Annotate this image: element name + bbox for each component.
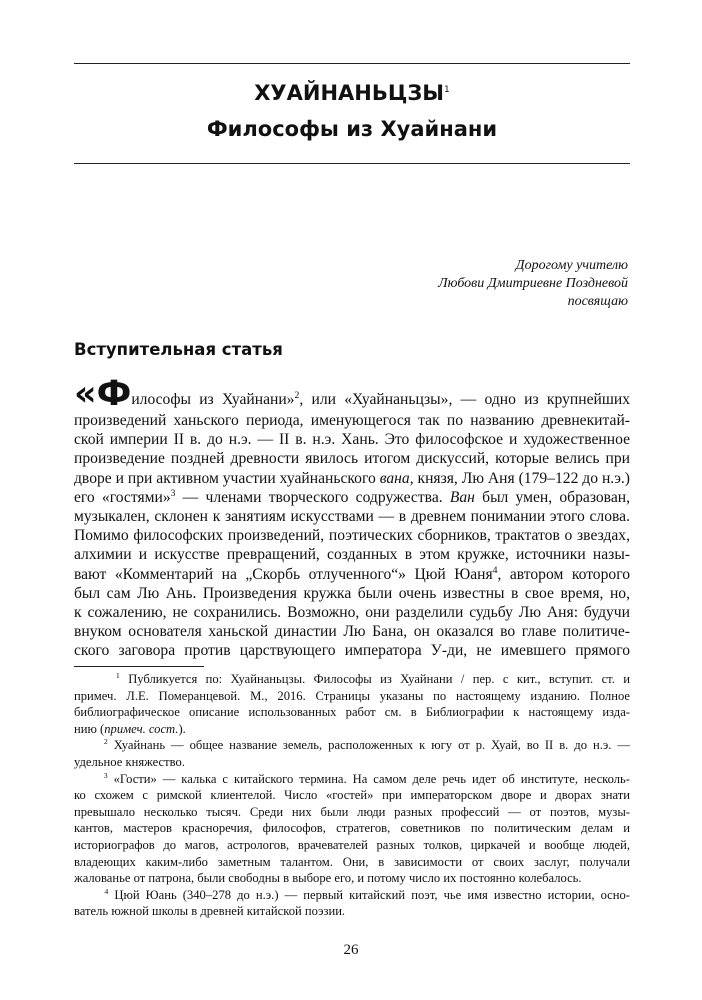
- chapter-title: [74, 80, 630, 106]
- footnote-3-line: жалованье от патрона, были свободны в выборе его, и потому число их постоянно колебалось.: [74, 871, 582, 886]
- footnote-number: 3: [103, 770, 108, 780]
- footnote-ref-2[interactable]: 2: [294, 389, 300, 401]
- footnote-1-line: нию (примеч. сост.).: [74, 721, 186, 736]
- body-line: его «гостями»$^3$ — членами творческого содружества. Ван был умен, образован,: [74, 487, 631, 506]
- footnote-1-line: $^1$ Публикуется по: Хуайнаньцзы. Философы из Хуайнани / пер. с кит., вступит. ст. и: [115, 670, 630, 686]
- page-number: 26: [343, 942, 359, 958]
- footnote-3-line: кантов, мастеров красноречия, философов, стратегов, советников по политическим делам и: [74, 821, 630, 836]
- footnote-number: 4: [104, 886, 109, 896]
- body-line: был сам Лю Ань. Произведения кружка были очень известны в свое время, но,: [74, 584, 630, 602]
- body-line: ского заговора против царствующего императора У-ди, не имевшего прямого: [74, 642, 630, 660]
- title-footnote-ref[interactable]: 1: [444, 85, 450, 95]
- footnote-3-line: превышало несколько тысяч. Среди них были люди разных профессий — от поэтов, музы-: [74, 804, 630, 819]
- footnote-3-line: историографов до магов, астрологов, врачевателей разных толков, циркачей и вообще людей,: [74, 837, 630, 852]
- chapter-title-text: ХУАЙНАНЬЦЗЫ: [254, 81, 445, 105]
- footnote-4-line: ватель южной школы в древней китайской поэзии.: [74, 904, 346, 919]
- footnote-number: 2: [103, 737, 108, 747]
- dedication-line: посвящаю: [567, 294, 628, 309]
- footnote-2-line: удельное княжество.: [74, 754, 185, 769]
- footnote-1-line: примеч. Л.Е. Померанцевой. М., 2016. Страницы указаны по настоящему изданию. Полное: [74, 688, 630, 703]
- body-line: произведений ханьского периода, именующегося так по названию древнекитай-: [74, 412, 630, 429]
- body-line: внуком основателя ханьской династии Лю Бана, он оказался во главе политиче-: [74, 623, 630, 641]
- footnote-separator: [74, 666, 204, 667]
- body-line: ской империи II в. до н.э. — II в. н.э. Хань. Это философское и художественное: [74, 431, 630, 449]
- drop-cap: «Ф: [74, 374, 132, 414]
- footnote-1-line: библиографическое описание использованных работ см. в Библиографии к настоящему изда-: [74, 705, 630, 720]
- footnote-3-line: ко схожем с римской клиентелой. Число «гостей» при императорском дворе и дворах знати: [74, 788, 630, 803]
- bottom-rule: [74, 163, 630, 164]
- footnote-number: 1: [115, 670, 120, 680]
- body-line: дворе и при активном участии хуайнаньского вана, князя, Лю Аня (179–122 до н.э.): [74, 469, 630, 487]
- top-rule: [74, 63, 630, 64]
- footnote-3-line: $^3$ «Гости» — калька с китайского термина. На самом деле речь идет об институте, несколь-: [103, 770, 630, 786]
- body-line: алхимии и искусстве превращений, созданных в этом кружке, источники назы-: [74, 546, 630, 564]
- chapter-subtitle: Философы из Хуайнани: [206, 117, 498, 141]
- body-line: Помимо философских произведений, поэтических сборников, трактатов о звездах,: [74, 527, 630, 545]
- section-heading: Вступительная статья: [74, 340, 283, 359]
- body-line: к сожалению, не сохранились. Возможно, они разделили судьбу Лю Аня: будучи: [74, 604, 630, 622]
- footnote-2-line: $^2$ Хуайнань — общее название земель, расположенных к югу от р. Хуай, во II в. до н.э. —: [103, 737, 630, 753]
- body-line: вают «Комментарий на „Скорбь отлученного“» Цюй Юаня$^4$, автором которого: [74, 564, 631, 583]
- footnote-ref-3[interactable]: 3: [170, 487, 176, 499]
- footnote-ref-4[interactable]: 4: [492, 564, 498, 576]
- body-line: произведение поздней древности явилось итогом дискуссий, которые велись при: [74, 450, 630, 468]
- body-text: [74, 374, 631, 661]
- footnotes: [74, 671, 630, 920]
- dedication-line: Дорогому учителю: [515, 258, 628, 273]
- dedication-line: Любови Дмитриевне Поздневой: [438, 276, 628, 291]
- dedication: [330, 257, 628, 311]
- footnote-4-line: $^4$ Цюй Юань (340–278 до н.э.) — первый китайский поэт, чье имя известно истории, осно-: [104, 886, 630, 902]
- footnote-3-line: владеющих каким-либо заметным талантом. Они, в зависимости от своих заслуг, получали: [74, 854, 630, 869]
- body-line: музыкален, склонен к занятиям искусствами — в древнем понимании этого слова.: [74, 508, 630, 526]
- body-line: «Философы из Хуайнани»$^2$, или «Хуайнаньцзы», — одно из крупнейших: [74, 374, 630, 414]
